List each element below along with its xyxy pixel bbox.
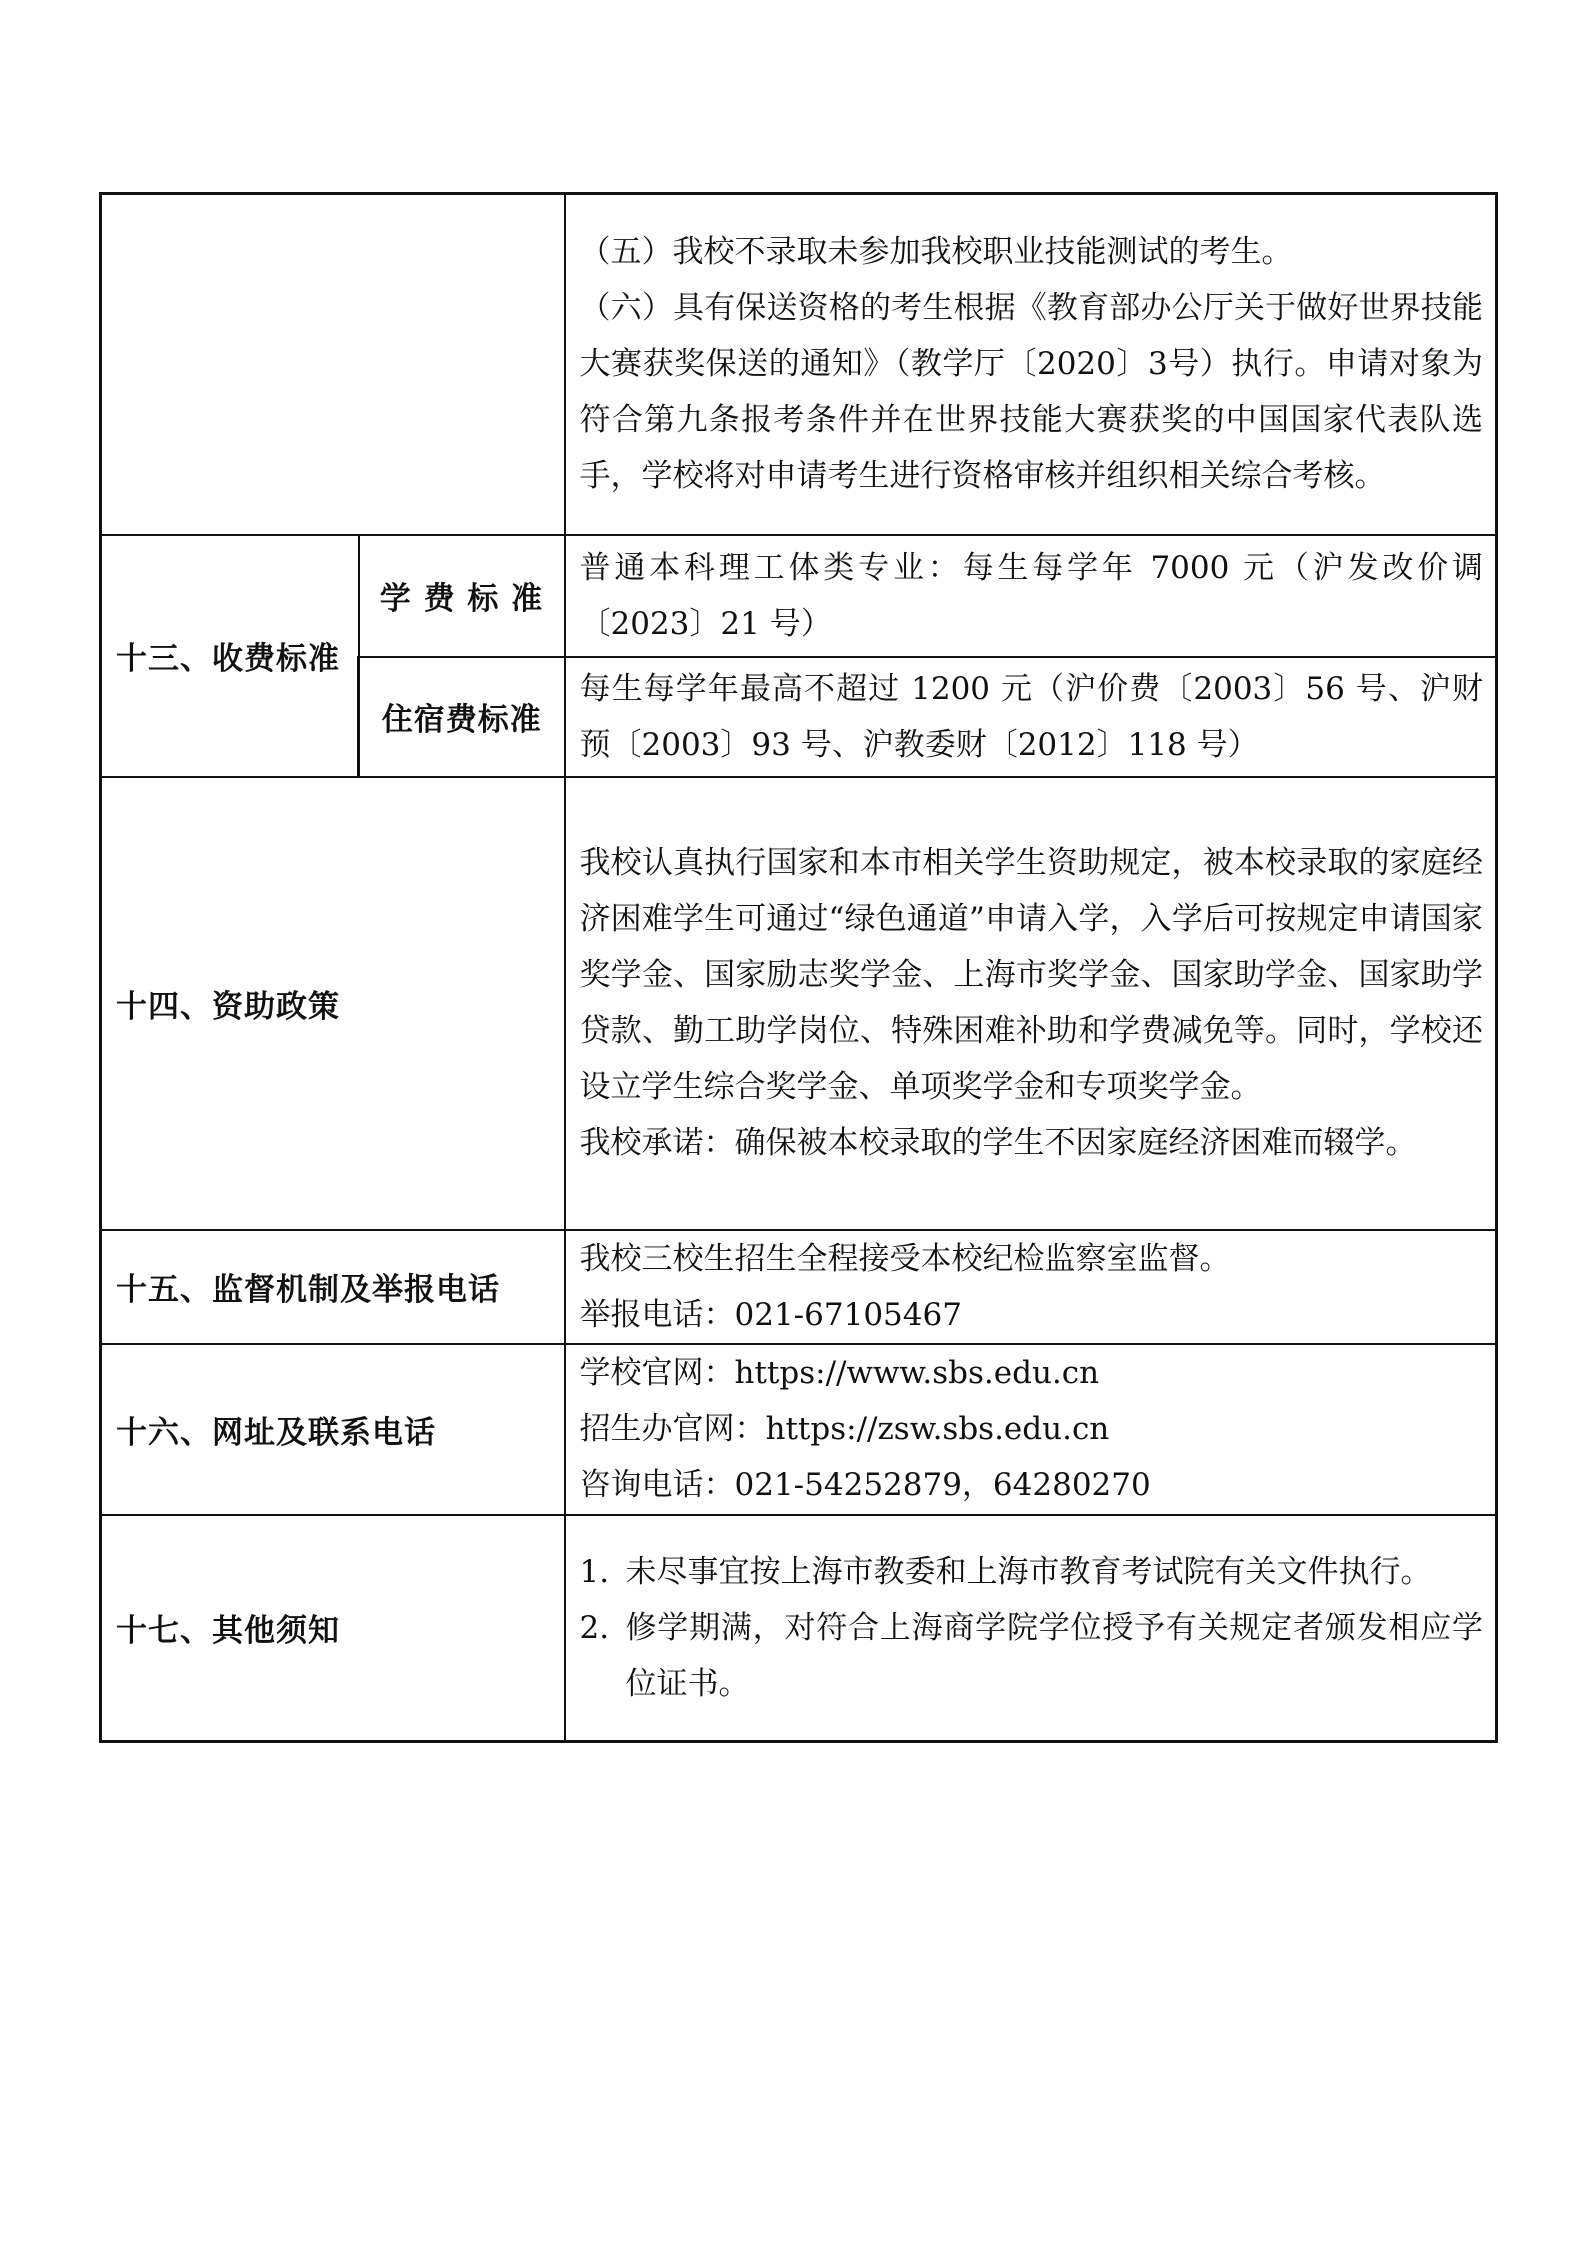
continued-content-cell (565, 194, 1497, 535)
list-item (580, 1600, 1484, 1712)
list-item-number: 1. (579, 1553, 610, 1590)
fees-section-label: 十三、收费标准 (101, 535, 359, 777)
contact-section-label: 十六、网址及联系电话 (101, 1344, 565, 1515)
list-item-text: 修学期满，对符合上海商学院学位授予有关规定者颁发相应学位证书。 (625, 1609, 1483, 1702)
table-row-contact (101, 1344, 1497, 1515)
tuition-text: 普通本科理工体类专业：每生每学年 7000 元（沪发改价调〔2023〕21 号） (565, 535, 1497, 657)
aid-section-label: 十四、资助政策 (101, 777, 565, 1230)
aid-content-cell (565, 777, 1497, 1230)
table-row-other (101, 1515, 1497, 1742)
aid-paragraph-1: 我校认真执行国家和本市相关学生资助规定，被本校录取的家庭经济困难学生可通过“绿色通道”申请入学，入学后可按规定申请国家奖学金、国家励志奖学金、上海市奖学金、国家助学金、国家助学贷款、勤工助学岗位、特殊困难补助和学费减免等。同时，学校还设立学生综合奖学金、单项奖学金和专项奖学金。 (579, 845, 1483, 1105)
aid-paragraph-2: 我校承诺：确保被本校录取的学生不因家庭经济困难而辍学。 (579, 1125, 1417, 1161)
table-row-aid (101, 777, 1497, 1230)
tuition-label: 学 费 标 准 (359, 535, 565, 657)
other-content-cell (565, 1515, 1497, 1742)
list-item (580, 1544, 1484, 1600)
supervision-section-label: 十五、监督机制及举报电话 (101, 1230, 565, 1344)
report-phone: 举报电话：021-67105467 (579, 1296, 962, 1333)
admissions-info-table (99, 192, 1498, 1743)
school-website: 学校官网：https://www.sbs.edu.cn (579, 1355, 1100, 1391)
consult-phone: 咨询电话：021-54252879，64280270 (579, 1467, 1151, 1503)
lodging-text: 每生每学年最高不超过 1200 元（沪价费〔2003〕56 号、沪财预〔2003〕93 号、沪教委财〔2012〕118 号） (565, 657, 1497, 777)
lodging-label: 住宿费标准 (359, 657, 565, 777)
supervision-line-1: 我校三校生招生全程接受本校纪检监察室监督。 (579, 1240, 1231, 1277)
list-item-text: 未尽事宜按上海市教委和上海市教育考试院有关文件执行。 (625, 1553, 1432, 1590)
table-row-fees-tuition (101, 535, 1497, 657)
supervision-content-cell (565, 1230, 1497, 1344)
contact-content-cell (565, 1344, 1497, 1515)
empty-label-cell (101, 194, 565, 535)
notes-list (580, 1544, 1484, 1712)
table-row-supervision (101, 1230, 1497, 1344)
admissions-website: 招生办官网：https://zsw.sbs.edu.cn (579, 1411, 1110, 1447)
table-row-continued (101, 194, 1497, 535)
continued-line-6: （六）具有保送资格的考生根据《教育部办公厅关于做好世界技能大赛获奖保送的通知》（教学厅〔2020〕3号）执行。申请对象为符合第九条报考条件并在世界技能大赛获奖的中国国家代表队选手，学校将对申请考生进行资格审核并组织相关综合考核。 (579, 290, 1483, 495)
continued-line-5: （五）我校不录取未参加我校职业技能测试的考生。 (579, 234, 1293, 271)
other-section-label: 十七、其他须知 (101, 1515, 565, 1742)
list-item-number: 2. (579, 1609, 610, 1646)
